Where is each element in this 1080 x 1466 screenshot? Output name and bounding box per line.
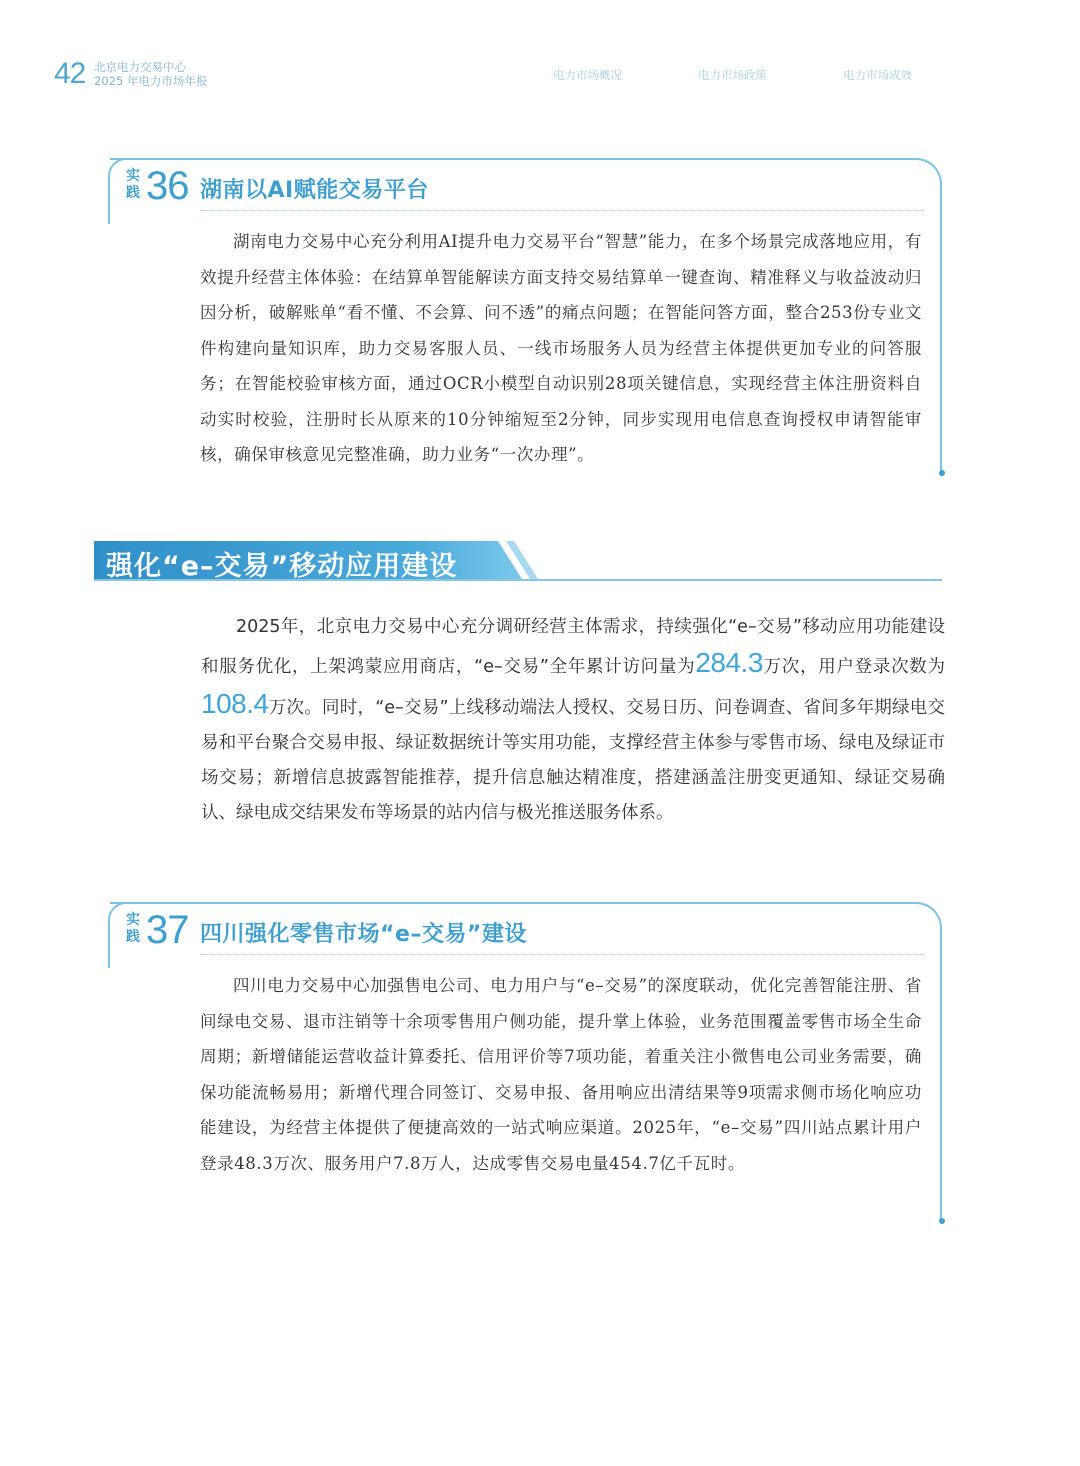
- report-org: [94, 60, 207, 88]
- practice-36-box: [110, 158, 942, 472]
- practice-title: 四川强化零售市场“e–交易”建设: [200, 922, 527, 947]
- dotted-divider: [200, 954, 924, 955]
- practice-body: 四川电力交易中心加强售电公司、电力用户与“e–交易”的深度联动，优化完善智能注册、省间绿电交易、退市注销等十余项零售用户侧功能，提升掌上体验，业务范围覆盖零售市场全生命周期；新增储能运营收益计算委托、信用评价等7项功能，着重关注小微售电公司业务需要，确保功能流畅易用；新增代理合同签订、交易申报、备用响应出清结果等9项需求侧市场化响应功能建设，为经营主体提供了便捷高效的一站式响应渠道。2025年，“e–交易”四川站点累计用户登录48.3万次、服务用户7.8万人，达成零售交易电量454.7亿千瓦时。: [200, 976, 922, 1173]
- practice-tag-char: 实: [126, 168, 140, 184]
- practice-37-box: [110, 902, 942, 1220]
- practice-body: 湖南电力交易中心充分利用AI提升电力交易平台“智慧”能力，在多个场景完成落地应用，有效提升经营主体体验：在结算单智能解读方面支持交易结算单一键查询、精准释义与收益波动归因分析，破解账单“看不懂、不会算、问不透”的痛点问题；在智能问答方面，整合253份专业文件构建向量知识库，助力交易客服人员、一线市场服务人员为经营主体提供更加专业的问答服务；在智能校验审核方面，通过OCR小模型自动识别28项关键信息，实现经营主体注册资料自动实时校验，注册时长从原来的10分钟缩短至2分钟，同步实现用电信息查询授权申请智能审核，确保审核意见完整准确，助力业务“一次办理”。: [200, 232, 922, 464]
- practice-tag: [126, 168, 144, 202]
- body-text: 万次，用户登录次数为: [762, 657, 946, 678]
- practice-tag: [126, 912, 144, 946]
- practice-tag-char: 实: [126, 912, 140, 928]
- section-title: 强化“e–交易”移动应用建设: [106, 551, 458, 582]
- practice-tag-char: 践: [126, 185, 140, 201]
- end-dot: [939, 470, 945, 476]
- practice-number: 37: [146, 908, 189, 952]
- section-body: [201, 610, 945, 832]
- nav-market-overview[interactable]: 电力市场概况: [553, 68, 622, 82]
- end-dot: [939, 1218, 945, 1224]
- org-name: 北京电力交易中心: [94, 60, 186, 74]
- body-text: 万次。同时，“e–交易”上线移动端法人授权、交易日历、问卷调查、省间多年期绿电交易和平台聚合交易申报、绿证数据统计等实用功能，支撑经营主体参与零售市场、绿电及绿证市场交易；新增信息披露智能推荐，提升信息触达精准度，搭建涵盖注册变更通知、绿证交易确认、绿电成交结果发布等场景的站内信与极光推送服务体系。: [201, 697, 945, 824]
- logins-figure: 108.4: [201, 687, 269, 719]
- practice-tag-char: 践: [126, 929, 140, 945]
- nav-market-results[interactable]: 电力市场成效: [843, 68, 912, 82]
- practice-title: 湖南以AI赋能交易平台: [200, 178, 429, 203]
- nav-market-policy[interactable]: 电力市场政策: [698, 68, 767, 82]
- report-title: 2025 年电力市场年报: [94, 74, 208, 88]
- section-banner: [94, 541, 942, 581]
- dotted-divider: [200, 210, 924, 211]
- body-text: 2025年，北京电力交易中心充分调研经营主体需求，持续强化“e–交易”移动应用功能建设和服务优化，上架鸿蒙应用商店，“e–交易”全年累计访问量为: [201, 617, 945, 678]
- page-number: 42: [54, 57, 86, 90]
- visits-figure: 284.3: [695, 647, 763, 679]
- practice-number: 36: [146, 164, 189, 208]
